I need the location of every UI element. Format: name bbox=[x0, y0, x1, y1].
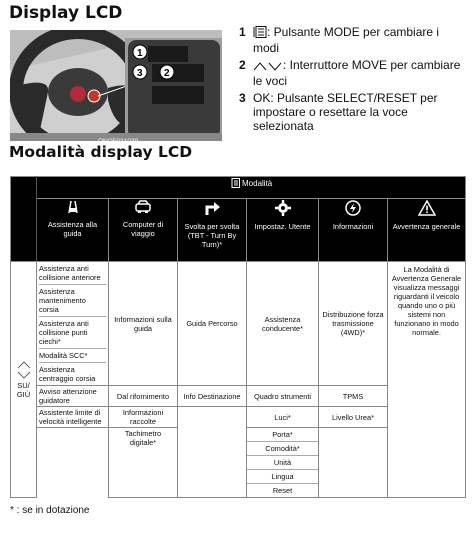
col-header-turn-by-turn: Svolta per svolta (TBT - Turn By Turn)* bbox=[178, 199, 247, 262]
car-computer-icon bbox=[134, 200, 152, 214]
legend-item-2: 2 : Interruttore MOVE per cambiare le voci bbox=[239, 58, 461, 88]
cell-destination-info: Info Destinazione bbox=[178, 386, 247, 407]
lcd-modes-table bbox=[10, 176, 466, 498]
cell-driver-assist: Assistenza conducente* bbox=[247, 262, 319, 386]
legend-item-1: 1 : Pulsante MODE per cambiare i modi bbox=[239, 25, 440, 55]
cell-general-warning: La Modalità di Avvertenza Generale visualizza messaggi riguardanti il veicolo quando uno o più sistemi non funzionano in modo normale. bbox=[388, 262, 466, 498]
cell-empty-assist bbox=[37, 428, 109, 498]
col-header-information: Informazioni bbox=[319, 199, 388, 262]
photo-code: ONQ5031029 bbox=[98, 138, 139, 145]
button-legend bbox=[239, 25, 467, 136]
cell-accumulated-info: Informazioni raccolte bbox=[109, 407, 178, 428]
warning-icon bbox=[418, 200, 436, 216]
chevron-up-icon bbox=[17, 361, 31, 369]
cell-tpms: TPMS bbox=[319, 386, 388, 407]
legend-item-3: 3 OK: Pulsante SELECT/RESET per impostare o resettare la voce selezionata bbox=[239, 91, 438, 133]
footnote: * : se in dotazione bbox=[10, 505, 90, 516]
table-corner bbox=[11, 177, 37, 262]
user-settings-list: Porta* Comodità* Unità Lingua Reset bbox=[247, 428, 319, 498]
driving-assist-list: Assistenza anti collisione anteriore Assistenza mantenimento corsia Assistenza anti collisione punti ciechi* Modalità SCC* Assistenza centraggio corsia bbox=[37, 262, 109, 386]
steering-wheel-photo bbox=[10, 30, 222, 141]
cell-urea-level: Livello Urea* bbox=[319, 407, 388, 428]
col-header-driving-assist: Assistenza alla guida bbox=[37, 199, 109, 262]
svg-text:2: 2 bbox=[164, 68, 170, 79]
info-icon bbox=[345, 200, 361, 216]
gear-icon bbox=[275, 200, 291, 216]
page-title: Display LCD bbox=[9, 3, 123, 23]
mode-icon bbox=[253, 26, 267, 41]
cell-since-refuel: Dal rifornimento bbox=[109, 386, 178, 407]
cell-trip-info: Informazioni sulla guida bbox=[109, 262, 178, 386]
section-title: Modalità display LCD bbox=[9, 143, 193, 161]
col-header-user-settings: Impostaz. Utente bbox=[247, 199, 319, 262]
cell-route-guidance: Guida Percorso bbox=[178, 262, 247, 386]
mode-icon bbox=[230, 178, 240, 190]
svg-text:3: 3 bbox=[137, 68, 143, 79]
cell-digital-speedometer: Tachimetro digitale* bbox=[109, 428, 178, 498]
up-down-label: SU/ GIÙ bbox=[11, 262, 37, 498]
chevron-down-icon bbox=[17, 371, 31, 379]
cell-driver-attention: Avviso attenzione guidatore bbox=[37, 386, 109, 407]
col-header-trip-computer: Computer di viaggio bbox=[109, 199, 178, 262]
svg-text:1: 1 bbox=[137, 48, 143, 59]
cell-empty-info bbox=[319, 428, 388, 498]
cell-4wd-distribution: Distribuzione forza trasmissione (4WD)* bbox=[319, 262, 388, 386]
cell-speed-limit-assist: Assistente limite di velocità intelligente bbox=[37, 407, 109, 428]
cell-empty-tbt bbox=[178, 407, 247, 498]
turn-arrow-icon bbox=[203, 200, 221, 216]
modes-header: Modalità bbox=[37, 177, 466, 199]
move-icon bbox=[253, 60, 283, 74]
lane-icon bbox=[64, 200, 82, 214]
col-header-general-warning: Avvertenza generale bbox=[388, 199, 466, 262]
cell-lights: Luci* bbox=[247, 407, 319, 428]
cell-instrument-cluster: Quadro strumenti bbox=[247, 386, 319, 407]
